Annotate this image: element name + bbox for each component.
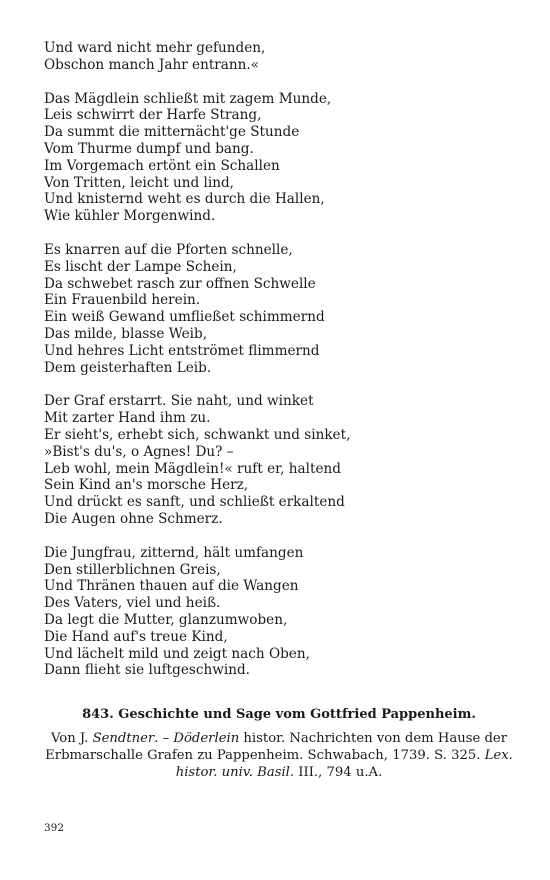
poem-line: Das Mägdlein schließt mit zagem Munde, [44,90,332,107]
poem-line: Und drückt es sanft, und schließt erkaltend [44,494,345,511]
source-text-2: . – [154,731,174,746]
section-title: 843. Geschichte und Sage vom Gottfried Pappenheim. [82,707,476,722]
source-author-doederlein: Döderlein [173,731,240,746]
stanza [44,545,514,679]
page-number: 392 [44,822,65,834]
source-author-sendtner: Sendtner [92,731,155,746]
poem-line: Das milde, blasse Weib, [44,325,208,342]
poem-line: Ein Frauenbild herein. [44,292,201,309]
poem-line: Wie kühler Morgenwind. [44,208,216,225]
poem-line: Und hehres Licht entströmet flimmernd [44,342,320,359]
poem-line: Obschon manch Jahr entrann.« [44,56,260,73]
source-work-title: Lex. histor. univ. Basil [175,747,513,780]
poem-line: Die Hand auf's treue Kind, [44,628,228,645]
poem-line: Mit zarter Hand ihm zu. [44,410,211,427]
poem-line: Dann flieht sie luftgeschwind. [44,662,250,679]
source-text-3: histor. Nachrichten von dem Hause der Erbmarschalle Grafen zu Pappenheim. Schwabach, 1739. S. 325. [45,731,508,763]
poem-line: »Bist's du's, o Agnes! Du? – [44,443,234,460]
poem-line: Die Jungfrau, zitternd, hält umfangen [44,544,304,561]
stanza [44,91,514,225]
poem-line: Ein weiß Gewand umfließet schimmernd [44,309,325,326]
poem-line: Es lischt der Lampe Schein, [44,258,237,275]
poem-line: Leis schwirrt der Harfe Strang, [44,107,262,124]
poem-line: Da summt die mitternächt'ge Stunde [44,124,300,141]
stanza [44,242,514,376]
poem [44,40,514,696]
poem-line: Im Vorgemach ertönt ein Schallen [44,157,280,174]
poem-line: Den stillerblichnen Greis, [44,561,221,578]
poem-line: Und Thränen thauen auf die Wangen [44,578,299,595]
stanza [44,393,514,527]
poem-line: Von Tritten, leicht und lind, [44,174,235,191]
poem-line: Es knarren auf die Pforten schnelle, [44,241,293,258]
poem-line: Dem geisterhaften Leib. [44,359,212,376]
poem-line: Und knisternd weht es durch die Hallen, [44,191,325,208]
poem-line: Er sieht's, erhebt sich, schwankt und sinket, [44,426,351,443]
poem-line: Da schwebet rasch zur offnen Schwelle [44,275,316,292]
poem-line: Leb wohl, mein Mägdlein!« ruft er, haltend [44,460,341,477]
stanza [44,40,514,74]
poem-line: Vom Thurme dumpf und bang. [44,140,254,157]
poem-line: Der Graf erstarrt. Sie naht, und winket [44,393,314,410]
source-citation [44,731,514,781]
poem-line: Die Augen ohne Schmerz. [44,510,223,527]
poem-line: Des Vaters, viel und heiß. [44,595,221,612]
poem-line: Und lächelt mild und zeigt nach Oben, [44,645,310,662]
source-text-4: . III., 794 u.A. [289,764,383,780]
poem-line: Da legt die Mutter, glanzumwoben, [44,611,288,628]
poem-line: Sein Kind an's morsche Herz, [44,477,249,494]
source-text-1: Von J. [50,731,93,746]
poem-line: Und ward nicht mehr gefunden, [44,40,266,56]
